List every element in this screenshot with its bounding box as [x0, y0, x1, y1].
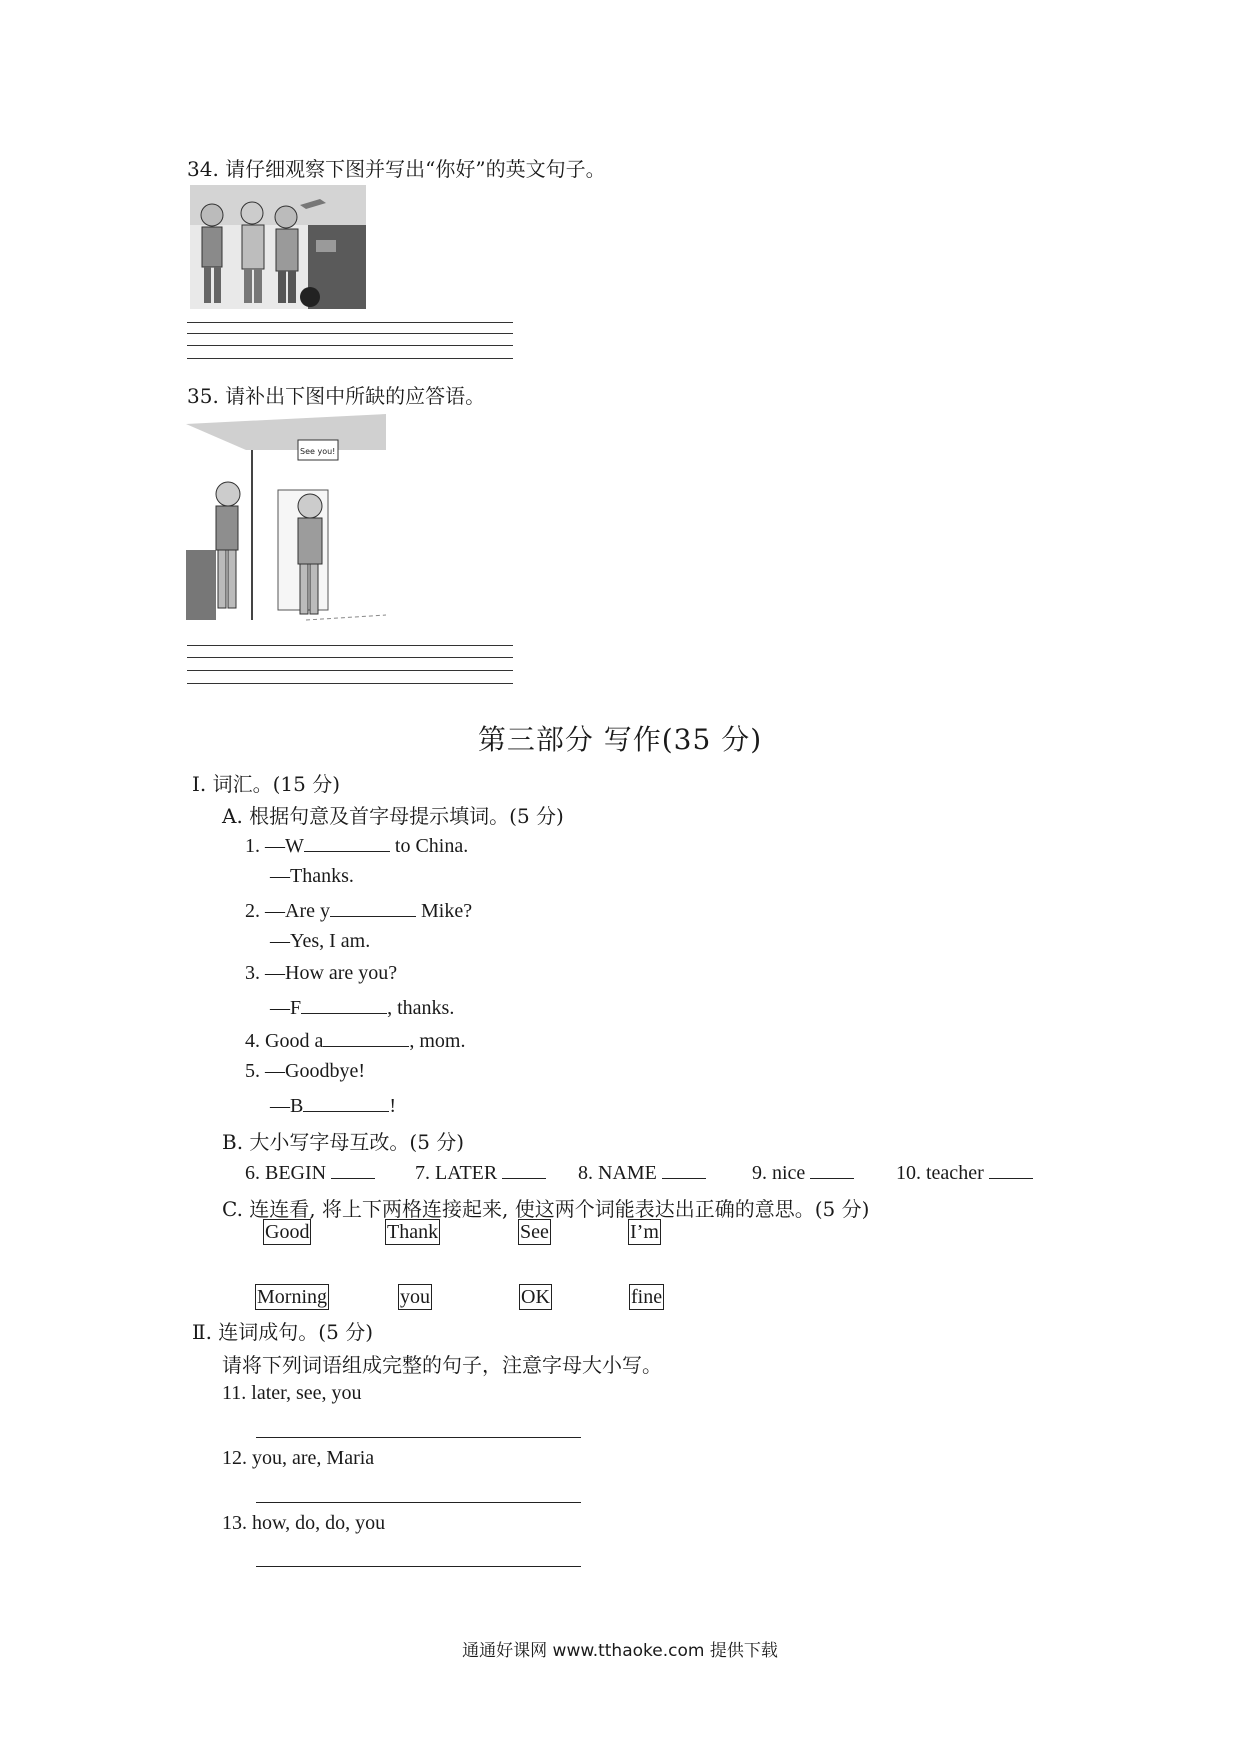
case-item-10: 10. teacher: [896, 1160, 1033, 1185]
case-blank-6[interactable]: [331, 1160, 375, 1179]
case-blank-9[interactable]: [810, 1160, 854, 1179]
sentence-answer-line-13[interactable]: [256, 1566, 581, 1567]
match-bottom-3[interactable]: OK: [521, 1286, 550, 1308]
two-boys-farewell-image: [186, 410, 386, 630]
part1b-heading: B. 大小写字母互改。(5 分): [222, 1130, 465, 1154]
q34-answer-line-3: [187, 345, 513, 346]
case-blank-8[interactable]: [662, 1160, 706, 1179]
case-item-6: 6. BEGIN: [245, 1160, 375, 1185]
match-top-1[interactable]: Good: [265, 1221, 310, 1243]
case-blank-7[interactable]: [502, 1160, 546, 1179]
fill-item-3-reply: —F , thanks.: [270, 997, 455, 1019]
page-footer: 通通好课网 www.tthaoke.com 提供下载: [462, 1641, 778, 1661]
fill-blank-4[interactable]: [323, 1028, 409, 1047]
q34-answer-line-2: [187, 333, 513, 334]
q35-answer-line-2: [187, 657, 513, 658]
case-item-7: 7. LATER: [415, 1160, 546, 1185]
fill-item-5: 5. —Goodbye!: [245, 1060, 365, 1082]
part1c-heading: C. 连连看, 将上下两格连接起来, 使这两个词能表达出正确的意思。(5 分): [222, 1197, 870, 1221]
case-item-8: 8. NAME: [578, 1160, 706, 1185]
case-blank-10[interactable]: [989, 1160, 1033, 1179]
sentence-item-12: 12. you, are, Maria: [222, 1447, 375, 1469]
fill-item-1: 1. —W to China.: [245, 835, 469, 857]
match-top-3[interactable]: See: [520, 1221, 549, 1243]
fill-item-3: 3. —How are you?: [245, 962, 398, 984]
section-title: 第三部分 写作(35 分): [477, 723, 763, 756]
fill-item-1-reply: —Thanks.: [270, 865, 354, 887]
sentence-item-11: 11. later, see, you: [222, 1382, 362, 1404]
q35-illustration: [186, 410, 386, 630]
fill-item-2-reply: —Yes, I am.: [270, 930, 371, 952]
part1-heading: Ⅰ. 词汇。(15 分): [192, 772, 341, 796]
part1a-heading: A. 根据句意及首字母提示填词。(5 分): [222, 804, 564, 828]
sentence-answer-line-11[interactable]: [256, 1437, 581, 1438]
q34-answer-line-1: [187, 322, 513, 323]
fill-item-2: 2. —Are y Mike?: [245, 900, 473, 922]
fill-blank-2[interactable]: [330, 898, 416, 917]
match-top-2[interactable]: Thank: [387, 1221, 439, 1243]
q34-illustration: [190, 185, 366, 309]
q35-answer-line-3: [187, 670, 513, 671]
part2-instruction: 请将下列词语组成完整的句子，注意字母大小写。: [222, 1353, 662, 1377]
case-item-9: 9. nice: [752, 1160, 854, 1185]
sentence-item-13: 13. how, do, do, you: [222, 1512, 386, 1534]
speech-bubble-text: See you!: [300, 447, 336, 456]
q34-prompt: 34. 请仔细观察下图并写出“你好”的英文句子。: [187, 157, 606, 181]
match-bottom-4[interactable]: fine: [631, 1286, 663, 1308]
fill-blank-1[interactable]: [304, 833, 390, 852]
q35-answer-line-1: [187, 645, 513, 646]
match-top-4[interactable]: I’m: [630, 1221, 659, 1243]
fill-item-5-reply: —B !: [270, 1095, 397, 1117]
match-bottom-2[interactable]: you: [400, 1286, 430, 1308]
q34-answer-line-4: [187, 358, 513, 359]
match-bottom-1[interactable]: Morning: [257, 1286, 327, 1308]
three-boys-greeting-image: [190, 185, 366, 309]
fill-blank-3[interactable]: [301, 995, 387, 1014]
q35-answer-line-4: [187, 683, 513, 684]
sentence-answer-line-12[interactable]: [256, 1502, 581, 1503]
fill-item-4: 4. Good a , mom.: [245, 1030, 466, 1052]
part2-heading: Ⅱ. 连词成句。(5 分): [192, 1320, 373, 1344]
q35-prompt: 35. 请补出下图中所缺的应答语。: [187, 384, 486, 408]
fill-blank-5[interactable]: [303, 1093, 389, 1112]
